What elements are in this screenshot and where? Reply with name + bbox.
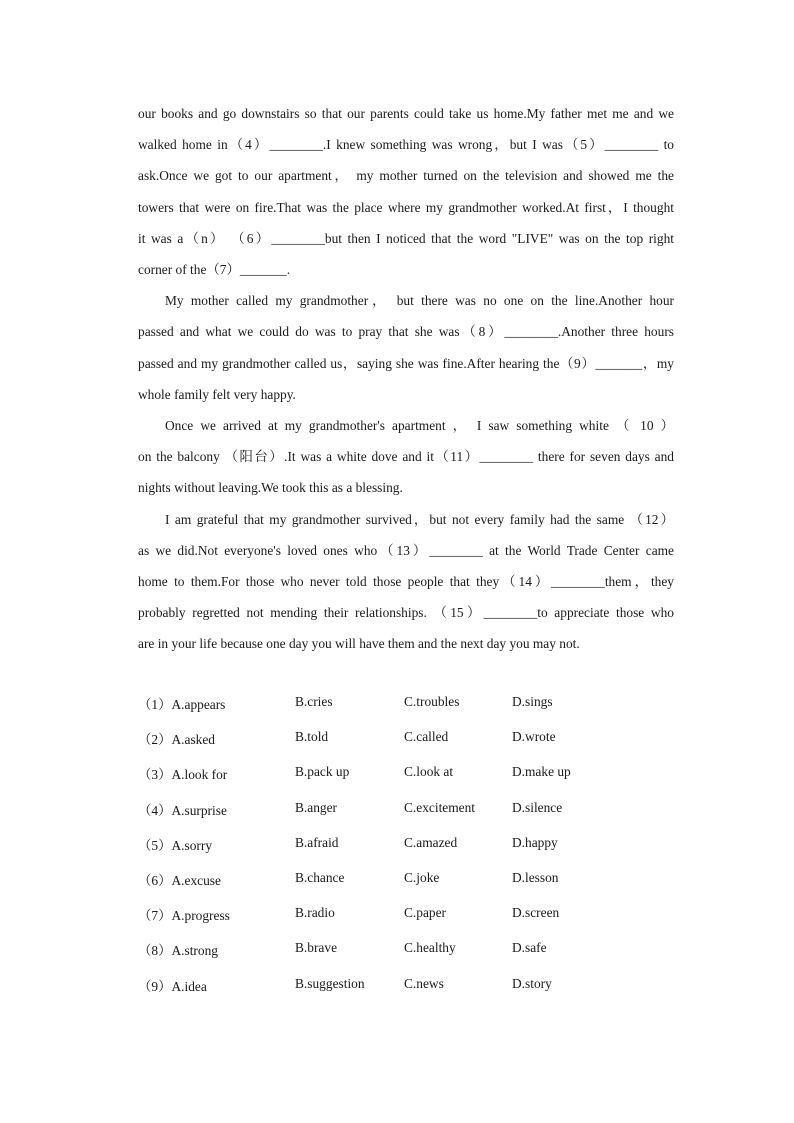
- passage-line: it was a（n） （6）________but then I noticed that the word "LIVE" was on the top right: [138, 230, 674, 246]
- option-d: D.screen: [512, 905, 560, 921]
- passage-line: walked home in（4）________.I knew something was wrong，but I was（5）________ to: [138, 137, 674, 153]
- option-b: B.radio: [295, 905, 335, 921]
- option-row: [138, 870, 658, 905]
- option-d: D.make up: [512, 764, 571, 780]
- option-a: （1）A.appears: [138, 697, 226, 712]
- paragraph-2: [138, 285, 674, 410]
- option-a: （4）A.surprise: [138, 802, 227, 818]
- option-row: [138, 764, 658, 799]
- option-row: [138, 835, 658, 870]
- option-a: （3）A.look for: [138, 767, 228, 783]
- option-b: B.cries: [295, 694, 333, 709]
- passage-line: ask.Once we got to our apartment， my mother turned on the television and showed me the: [138, 168, 674, 184]
- option-row: [138, 694, 658, 729]
- option-a: （7）A.progress: [138, 908, 230, 924]
- option-a: （5）A.sorry: [138, 837, 213, 853]
- option-b: B.brave: [295, 940, 338, 956]
- option-a: （9）A.idea: [138, 978, 207, 994]
- passage-line: probably regretted not mending their relationships. （15）________to appreciate those who: [138, 605, 674, 621]
- option-b: B.anger: [295, 799, 338, 815]
- passage-line: on the balcony （阳台）.It was a white dove and it（11）________ there for seven days and: [138, 449, 674, 465]
- passage-line: home to them.For those who never told those people that they（14）________them，they: [138, 574, 674, 590]
- option-c: C.look at: [404, 764, 454, 780]
- paragraph-3: [138, 410, 674, 504]
- option-c: C.amazed: [404, 834, 458, 850]
- passage-line: My mother called my grandmother， but there was no one on the line.Another hour: [165, 293, 674, 309]
- paragraph-4: [138, 504, 674, 660]
- passage-line: corner of the（7）_______.: [138, 262, 291, 278]
- passage-line: I am grateful that my grandmother survived，but not every family had the same （12）: [165, 511, 674, 527]
- option-d: D.happy: [512, 834, 558, 850]
- passage-line: passed and my grandmother called us，saying she was fine.After hearing the（9）_______，my: [138, 355, 674, 371]
- option-c: C.paper: [404, 905, 447, 921]
- answer-options: [138, 694, 658, 1011]
- option-c: C.excitement: [404, 799, 476, 815]
- passage-line: whole family felt very happy.: [138, 386, 296, 402]
- option-d: D.sings: [512, 694, 553, 709]
- passage-line: are in your life because one day you will have them and the next day you may not.: [138, 636, 580, 652]
- option-d: D.wrote: [512, 729, 556, 745]
- option-c: C.news: [404, 975, 444, 991]
- option-d: D.safe: [512, 940, 547, 956]
- option-b: B.afraid: [295, 834, 339, 850]
- option-c: C.troubles: [404, 694, 460, 709]
- passage: [138, 98, 674, 660]
- option-a: （2）A.asked: [138, 732, 215, 748]
- option-b: B.suggestion: [295, 975, 365, 991]
- passage-line: nights without leaving.We took this as a blessing.: [138, 480, 403, 496]
- option-d: D.silence: [512, 799, 563, 815]
- passage-line: as we did.Not everyone's loved ones who（13）________ at the World Trade Center came: [138, 542, 674, 558]
- option-b: B.chance: [295, 869, 345, 885]
- option-row: [138, 940, 658, 975]
- option-c: C.called: [404, 729, 449, 745]
- paragraph-1: [138, 98, 674, 285]
- option-row: [138, 729, 658, 764]
- passage-line: towers that were on fire.That was the place where my grandmother worked.At first，I thought: [138, 199, 674, 215]
- option-c: C.joke: [404, 869, 440, 885]
- option-a: （6）A.excuse: [138, 872, 221, 888]
- option-row: [138, 976, 658, 1011]
- option-row: [138, 905, 658, 940]
- option-a: （8）A.strong: [138, 943, 218, 959]
- passage-line: our books and go downstairs so that our parents could take us home.My father met me and we: [138, 106, 674, 121]
- option-b: B.told: [295, 729, 329, 745]
- option-b: B.pack up: [295, 764, 350, 780]
- option-c: C.healthy: [404, 940, 456, 956]
- passage-line: passed and what we could do was to pray that she was（8）________.Another three hours: [138, 324, 674, 340]
- option-row: [138, 800, 658, 835]
- option-d: D.story: [512, 975, 552, 991]
- option-d: D.lesson: [512, 869, 559, 885]
- passage-line: Once we arrived at my grandmother's apartment ， I saw something white （ 10 ）: [165, 418, 674, 434]
